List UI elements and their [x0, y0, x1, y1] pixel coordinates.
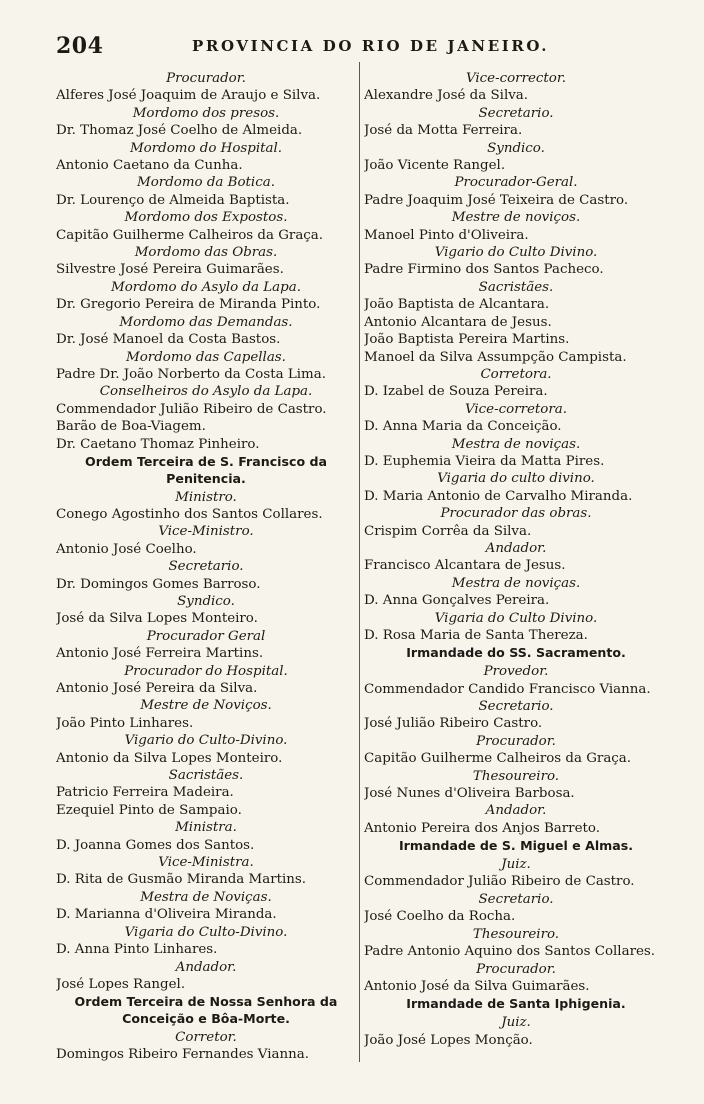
member-name: Padre Joaquim José Teixeira de Castro. [364, 192, 629, 208]
member-name: Capitão Guilherme Calheiros da Graça. [56, 227, 324, 243]
office-title: Ministro. [175, 489, 237, 505]
office-title: Mestre de noviços. [451, 210, 581, 226]
office-title: Mestre de Noviços. [140, 698, 272, 714]
member-name: João Vicente Rangel. [364, 158, 506, 174]
member-name: Padre Antonio Aquino dos Santos Collares. [364, 944, 656, 960]
office-title: Vigaria do Culto Divino. [434, 610, 598, 626]
member-name: João Pinto Linhares. [56, 715, 194, 731]
member-name: D. Anna Pinto Linhares. [56, 942, 218, 958]
office-title: Andador. [175, 959, 237, 975]
member-name: Padre Firmino dos Santos Pacheco. [364, 262, 604, 278]
member-name: Capitão Guilherme Calheiros da Graça. [364, 751, 632, 767]
office-title: Secretario. [478, 699, 554, 715]
office-title: Secretario. [168, 559, 244, 575]
member-name: D. Rita de Gusmão Miranda Martins. [56, 872, 307, 888]
office-title: Mordomo das Capellas. [126, 349, 286, 365]
member-name: João José Lopes Monção. [364, 1032, 533, 1048]
office-title: Mordomo do Asylo da Lapa. [111, 279, 301, 295]
office-title: Sacristães. [478, 279, 554, 295]
office-title: Corretora. [480, 366, 552, 382]
member-name: José da Silva Lopes Monteiro. [56, 611, 258, 627]
office-title: Vice-Ministra. [158, 855, 254, 871]
office-title: Syndico. [487, 140, 545, 156]
section-heading: Irmandade de Santa Iphigenia. [406, 996, 626, 1012]
member-name: João Baptista Pereira Martins. [364, 332, 570, 348]
member-name: Commendador Candido Francisco Vianna. [364, 681, 651, 697]
office-title: Juiz. [501, 1015, 531, 1031]
office-title: Mordomo das Demandas. [119, 314, 293, 330]
member-name: Dr. Lourenço de Almeida Baptista. [56, 192, 290, 208]
office-title: Procurador Geral [146, 628, 266, 644]
member-name: José Julião Ribeiro Castro. [364, 716, 543, 732]
member-name: Dr. Domingos Gomes Barroso. [56, 576, 261, 592]
member-name: José da Motta Ferreira. [364, 123, 523, 139]
member-name: Silvestre José Pereira Guimarães. [56, 262, 284, 278]
member-name: Patricio Ferreira Madeira. [56, 785, 234, 801]
office-title: Conselheiros do Asylo da Lapa. [99, 384, 313, 400]
member-name: D. Marianna d'Oliveira Miranda. [56, 907, 277, 923]
member-name: Antonio José Pereira da Silva. [56, 681, 258, 696]
office-title: Thesoureiro. [472, 926, 560, 942]
member-name: Commendador Julião Ribeiro de Castro. [364, 874, 635, 890]
section-heading: Ordem Terceira de Nossa Senhora da Conceição e Bôa-Morte. [74, 994, 338, 1027]
member-name: Dr. José Manoel da Costa Bastos. [56, 332, 281, 348]
member-name: Crispim Corrêa da Silva. [364, 523, 532, 539]
office-title: Provedor. [483, 664, 549, 680]
office-title: Andador. [485, 540, 547, 556]
member-name: D. Joanna Gomes dos Santos. [56, 837, 255, 853]
office-title: Procurador. [476, 961, 556, 977]
member-name: Commendador Julião Ribeiro de Castro. [56, 401, 327, 417]
member-name: D. Anna Maria da Conceição. [364, 419, 562, 435]
member-name: Dr. Caetano Thomaz Pinheiro. [56, 436, 260, 452]
member-name: Antonio Pereira dos Anjos Barreto. [364, 820, 600, 836]
member-name: José Coelho da Rocha. [364, 909, 516, 925]
column-divider [359, 62, 360, 1062]
running-title: PROVINCIA DO RIO DE JANEIRO. [192, 37, 550, 55]
member-name: D. Izabel de Souza Pereira. [364, 384, 548, 400]
office-title: Corretor. [175, 1029, 237, 1045]
member-name: Manoel da Silva Assumpção Campista. [364, 349, 627, 365]
member-name: Alferes José Joaquim de Araujo e Silva. [56, 88, 321, 104]
office-title: Mordomo do Hospital. [129, 140, 283, 156]
office-title: Ministra. [175, 820, 237, 836]
member-name: Dr. Gregorio Pereira de Miranda Pinto. [56, 297, 321, 313]
member-name: Antonio Caetano da Cunha. [56, 158, 243, 174]
office-title: Vigaria do culto divino. [437, 471, 595, 487]
office-title: Procurador das obras. [440, 506, 592, 522]
member-name: João Baptista de Alcantara. [364, 297, 550, 313]
member-name: D. Maria Antonio de Carvalho Miranda. [364, 488, 633, 504]
member-name: Dr. Thomaz José Coelho de Almeida. [56, 123, 303, 139]
office-title: Vigaria do Culto-Divino. [124, 924, 288, 940]
member-name: Francisco Alcantara de Jesus. [364, 558, 566, 574]
office-title: Thesoureiro. [472, 768, 560, 784]
member-name: Antonio José da Silva Guimarães. [364, 978, 590, 994]
office-title: Mestra de Noviças. [140, 889, 272, 905]
office-title: Mordomo da Botica. [137, 175, 275, 191]
office-title: Mestra de noviças. [451, 575, 581, 591]
member-name: Antonio José Ferreira Martins. [56, 646, 264, 662]
member-name: José Lopes Rangel. [56, 976, 186, 992]
member-name: Manoel Pinto d'Oliveira. [364, 227, 529, 243]
office-title: Mestra de noviças. [451, 436, 581, 452]
page-number: 204 [56, 33, 104, 59]
office-title: Procurador. [166, 71, 246, 86]
section-heading: Irmandade de S. Miguel e Almas. [398, 838, 634, 854]
member-name: D. Anna Gonçalves Pereira. [364, 593, 550, 609]
member-name: Padre Dr. João Norberto da Costa Lima. [56, 366, 326, 382]
office-title: Sacristães. [168, 768, 244, 784]
left-column [56, 70, 356, 1064]
office-title: Mordomo das Obras. [134, 245, 278, 261]
office-title: Vice-corretora. [464, 401, 568, 417]
office-title: Secretario. [478, 891, 554, 907]
member-name: Barão de Boa-Viagem. [56, 419, 206, 435]
section-heading: Ordem Terceira de S. Francisco da Penitencia. [84, 453, 327, 486]
member-name: Alexandre José da Silva. [364, 88, 529, 104]
office-title: Procurador-Geral. [454, 175, 578, 191]
office-title: Andador. [485, 803, 547, 819]
office-title: Vice-corrector. [465, 71, 567, 86]
office-title: Juiz. [501, 857, 531, 873]
office-title: Syndico. [177, 593, 235, 609]
office-title: Mordomo dos presos. [132, 105, 280, 121]
member-name: Conego Agostinho dos Santos Collares. [56, 506, 323, 522]
member-name: D. Rosa Maria de Santa Thereza. [364, 628, 588, 643]
right-column [364, 70, 668, 1049]
office-title: Procurador do Hospital. [124, 663, 288, 679]
member-name: Ezequiel Pinto de Sampaio. [56, 802, 242, 818]
member-name: Antonio José Coelho. [56, 541, 197, 557]
office-title: Vigario do Culto Divino. [434, 245, 598, 261]
section-heading: Irmandade do SS. Sacramento. [406, 645, 626, 661]
office-title: Vigario do Culto-Divino. [124, 733, 288, 749]
office-title: Vice-Ministro. [158, 524, 254, 540]
page-header [56, 34, 656, 58]
office-title: Procurador. [476, 733, 556, 749]
office-title: Mordomo dos Expostos. [124, 210, 288, 226]
member-name: Antonio da Silva Lopes Monteiro. [56, 750, 283, 766]
member-name: José Nunes d'Oliveira Barbosa. [364, 786, 575, 802]
office-title: Secretario. [478, 105, 554, 121]
member-name: D. Euphemia Vieira da Matta Pires. [364, 453, 605, 469]
member-name: Domingos Ribeiro Fernandes Vianna. [56, 1047, 309, 1063]
member-name: Antonio Alcantara de Jesus. [364, 314, 552, 330]
